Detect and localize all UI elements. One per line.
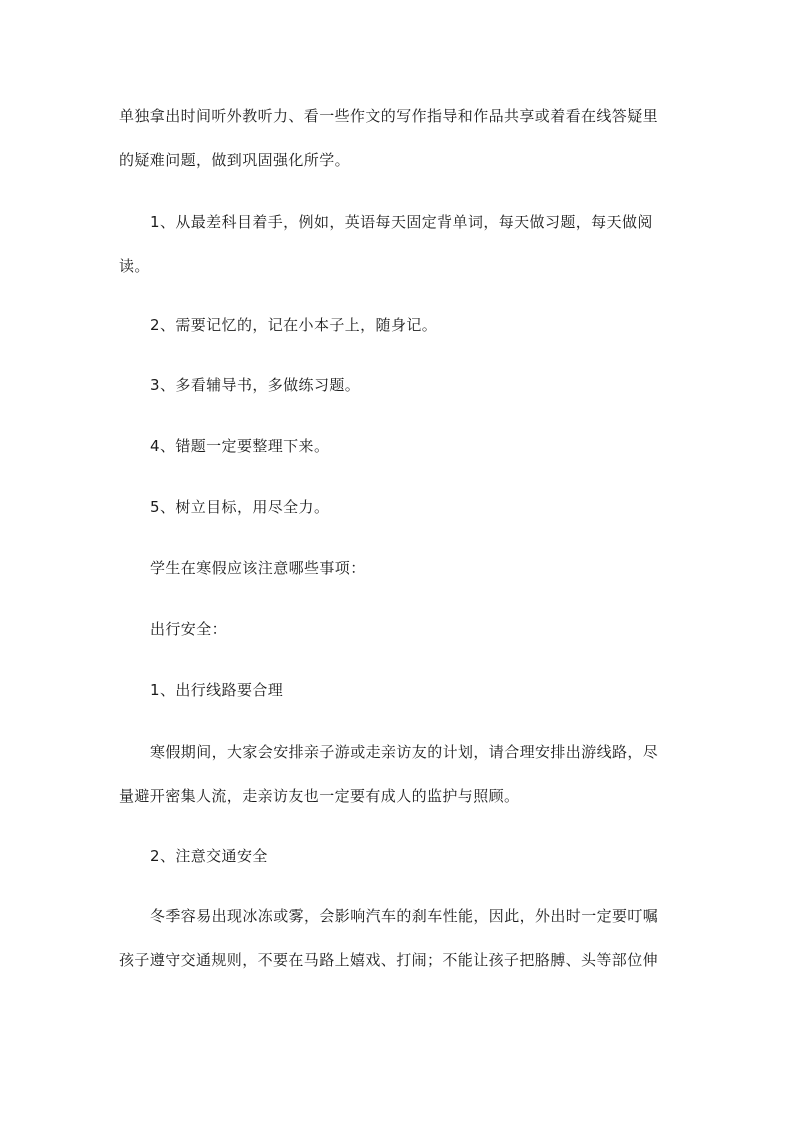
paragraph-line: 单独拿出时间听外教听力、看一些作文的写作指导和作品共享或着看在线答疑里 bbox=[119, 107, 659, 125]
paragraph-line: 量避开密集人流，走亲访友也一定要有成人的监护与照顾。 bbox=[119, 787, 520, 805]
section-heading: 出行安全： bbox=[150, 620, 228, 638]
list-item-line: 5、树立目标，用尽全力。 bbox=[150, 498, 330, 516]
list-item-line: 读。 bbox=[119, 257, 150, 275]
list-item-line: 1、从最差科目着手，例如，英语每天固定背单词，每天做习题，每天做阅 bbox=[150, 213, 653, 231]
section-heading: 学生在寒假应该注意哪些事项： bbox=[150, 559, 366, 577]
list-item-line: 3、多看辅导书，多做练习题。 bbox=[150, 376, 361, 394]
paragraph-line: 的疑难问题，做到巩固强化所学。 bbox=[119, 151, 351, 169]
paragraph-line: 寒假期间，大家会安排亲子游或走亲访友的计划，请合理安排出游线路，尽 bbox=[150, 743, 659, 761]
paragraph-line: 孩子遵守交通规则，不要在马路上嬉戏、打闹；不能让孩子把胳膊、头等部位伸 bbox=[119, 951, 659, 969]
paragraph-line: 冬季容易出现冰冻或雾，会影响汽车的刹车性能，因此，外出时一定要叮嘱 bbox=[150, 907, 659, 925]
list-item-line: 2、需要记忆的，记在小本子上，随身记。 bbox=[150, 316, 438, 334]
subsection-heading: 1、出行线路要合理 bbox=[150, 681, 284, 699]
subsection-heading: 2、注意交通安全 bbox=[150, 847, 268, 865]
list-item-line: 4、错题一定要整理下来。 bbox=[150, 437, 330, 455]
